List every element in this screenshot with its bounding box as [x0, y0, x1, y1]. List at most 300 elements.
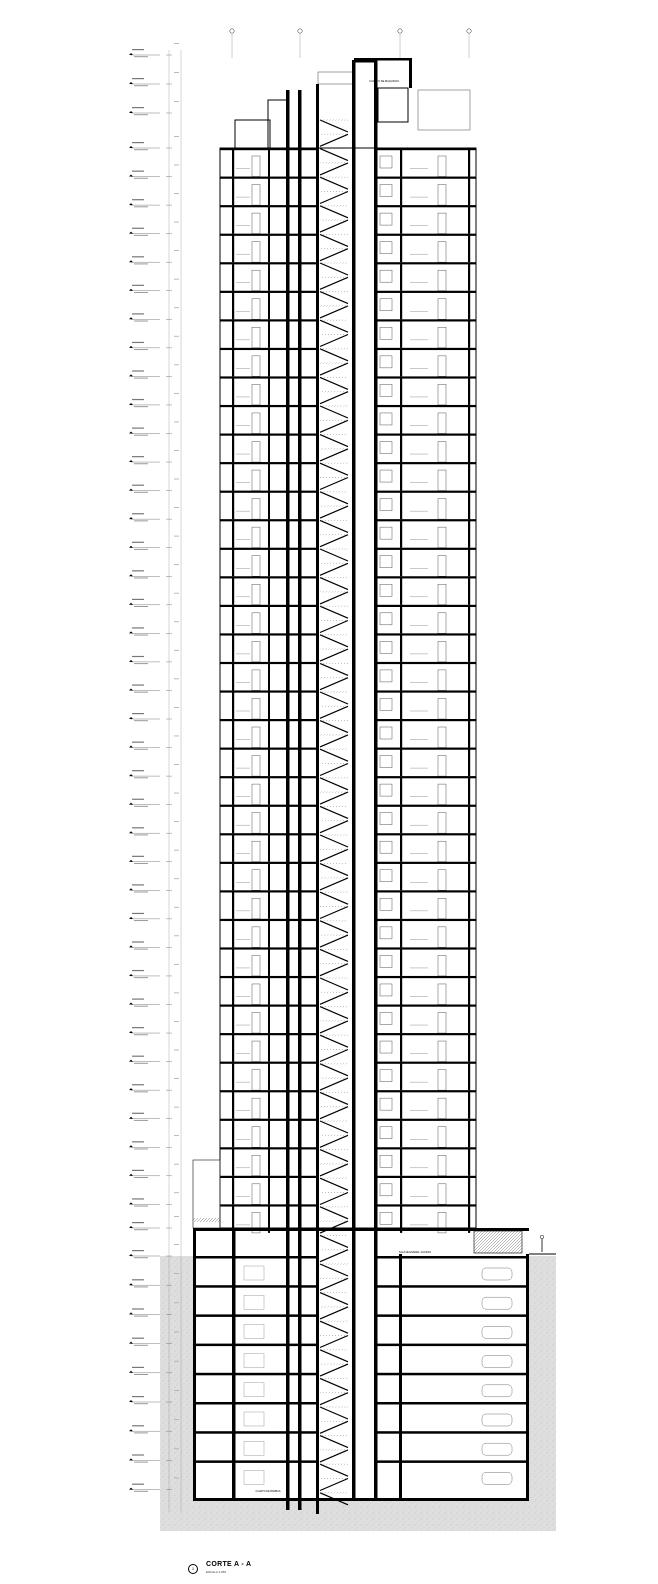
- partition-right: [400, 179, 402, 206]
- partition-right: [400, 1149, 402, 1176]
- floor-slab-right: [376, 862, 476, 864]
- partition-edge: [468, 835, 470, 862]
- partition-left: [232, 207, 234, 234]
- level-triangle: [129, 831, 133, 833]
- partition-edge: [468, 778, 470, 805]
- level-tag: [132, 941, 144, 942]
- floor-slab-right: [376, 919, 476, 921]
- level-elevation: [134, 1257, 148, 1258]
- partition-mid: [268, 436, 270, 463]
- stair-landing: [320, 1449, 348, 1450]
- level-elevation: [134, 1491, 148, 1492]
- floor-slab-left: [220, 548, 318, 550]
- partition-left: [232, 378, 234, 405]
- partition-left: [232, 807, 234, 834]
- ruler-dim: [174, 1302, 179, 1303]
- partition-edge: [468, 664, 470, 691]
- level-triangle: [129, 746, 133, 748]
- level-elevation: [134, 1316, 148, 1317]
- level-tag: [132, 713, 144, 714]
- stair-landing: [320, 1078, 348, 1079]
- level-triangle: [129, 53, 133, 55]
- stair-landing: [320, 1135, 348, 1136]
- level-triangle: [129, 460, 133, 462]
- entry-slab: [193, 1218, 220, 1222]
- partition-edge: [468, 1149, 470, 1176]
- partition-mid: [268, 378, 270, 405]
- partition-right: [400, 436, 402, 463]
- level-elevation: [134, 85, 148, 86]
- partition-mid: [268, 236, 270, 263]
- human-figure-head: [540, 1235, 544, 1239]
- level-tag: [132, 999, 144, 1000]
- partition-left: [232, 436, 234, 463]
- ruler-dim: [174, 250, 179, 251]
- level-triangle: [129, 517, 133, 519]
- partition-left: [232, 321, 234, 348]
- basement-slab-left: [196, 1431, 318, 1434]
- partition-mid: [268, 978, 270, 1005]
- stair-landing: [320, 491, 348, 492]
- floor-slab-right: [376, 434, 476, 436]
- partition-edge: [468, 1178, 470, 1205]
- floor-slab-left: [220, 1090, 318, 1092]
- partition-left: [232, 1178, 234, 1205]
- level-tag: [132, 370, 144, 371]
- level-triangle: [129, 289, 133, 291]
- floor-slab-left: [220, 234, 318, 236]
- partition-left: [232, 1092, 234, 1119]
- level-triangle: [129, 1174, 133, 1176]
- partition-edge: [468, 493, 470, 520]
- level-tag: [132, 1367, 144, 1368]
- ruler-dim: [174, 1244, 179, 1245]
- level-tag: [132, 970, 144, 971]
- partition-edge: [468, 350, 470, 377]
- stair-landing: [320, 1364, 348, 1365]
- partition-right: [400, 1007, 402, 1034]
- stair-landing: [320, 1264, 348, 1265]
- level-triangle: [129, 860, 133, 862]
- floor-slab-right: [376, 548, 476, 550]
- partition-edge: [468, 1064, 470, 1091]
- stair-landing: [320, 334, 348, 335]
- partition-mid: [268, 1064, 270, 1091]
- partition-edge: [468, 1035, 470, 1062]
- level-elevation: [134, 892, 148, 893]
- level-elevation: [134, 1229, 148, 1230]
- partition-mid: [268, 664, 270, 691]
- level-tag: [132, 1222, 144, 1223]
- level-triangle: [129, 1145, 133, 1147]
- partition-mid: [268, 464, 270, 491]
- level-elevation: [134, 949, 148, 950]
- stair-landing: [320, 120, 348, 121]
- floor-slab-left: [220, 319, 318, 321]
- partition-right: [400, 378, 402, 405]
- partition-edge: [468, 264, 470, 291]
- ruler-dim: [174, 1078, 179, 1079]
- level-triangle: [129, 1488, 133, 1490]
- stair-landing: [320, 205, 348, 206]
- drawing-scale: ESCALA 1:250: [206, 1570, 227, 1574]
- level-elevation: [134, 806, 148, 807]
- stair-landing: [320, 906, 348, 907]
- partition-right: [400, 493, 402, 520]
- partition-left: [232, 550, 234, 577]
- floor-slab-right: [376, 405, 476, 407]
- floor-slab-right: [376, 690, 476, 692]
- floor-slab-left: [220, 833, 318, 835]
- partition-mid: [268, 207, 270, 234]
- level-triangle: [129, 1031, 133, 1033]
- partition-right: [400, 293, 402, 320]
- ruler-dim: [174, 821, 179, 822]
- ground-slab: [193, 1228, 529, 1231]
- floor-slab-right: [376, 662, 476, 664]
- partition-edge: [468, 807, 470, 834]
- basement-slab-right: [376, 1344, 526, 1347]
- ruler-dim: [174, 193, 179, 194]
- ruler-dim: [174, 764, 179, 765]
- stair-landing: [320, 1221, 348, 1222]
- floor-slab-left: [220, 633, 318, 635]
- stair-landing: [320, 877, 348, 878]
- stair-landing: [320, 1206, 348, 1207]
- floor-slab-right: [376, 319, 476, 321]
- partition-edge: [468, 949, 470, 976]
- tower-envelope: [220, 148, 476, 1228]
- drawing-title: CORTE A - A: [206, 1561, 252, 1568]
- level-tag: [132, 199, 144, 200]
- partition-right: [400, 350, 402, 377]
- excavation-right: [383, 1254, 529, 1500]
- level-tag: [132, 1250, 144, 1251]
- ruler-dim: [174, 650, 179, 651]
- floor-slab-right: [376, 291, 476, 293]
- stair-landing: [320, 591, 348, 592]
- partition-left: [232, 978, 234, 1005]
- floor-slab-right: [376, 1204, 476, 1206]
- stair-landing: [320, 1020, 348, 1021]
- partition-mid: [268, 892, 270, 919]
- floor-slab-left: [220, 805, 318, 807]
- stair-landing: [320, 263, 348, 264]
- partition-left: [232, 1121, 234, 1148]
- floor-slab-left: [220, 1204, 318, 1206]
- ruler-dim: [174, 793, 179, 794]
- floor-slab-right: [376, 947, 476, 949]
- level-tag: [132, 656, 144, 657]
- level-tag: [132, 1484, 144, 1485]
- level-tag: [132, 485, 144, 486]
- stair-landing: [320, 1178, 348, 1179]
- floor-slab-left: [220, 1062, 318, 1064]
- basement-slab-left: [196, 1460, 318, 1463]
- partition-mid: [268, 550, 270, 577]
- level-tag: [132, 827, 144, 828]
- level-tag: [132, 456, 144, 457]
- partition-right: [400, 321, 402, 348]
- level-elevation: [134, 149, 148, 150]
- partition-right: [400, 150, 402, 177]
- partition-edge: [468, 921, 470, 948]
- floor-slab-left: [220, 1005, 318, 1007]
- ruler-dim: [174, 993, 179, 994]
- level-tag: [132, 1141, 144, 1142]
- floor-slab-right: [376, 890, 476, 892]
- stair-landing: [320, 448, 348, 449]
- level-triangle: [129, 546, 133, 548]
- stair-landing: [320, 677, 348, 678]
- ruler-dim: [174, 678, 179, 679]
- partition-mid: [268, 179, 270, 206]
- partition-left: [232, 350, 234, 377]
- level-triangle: [129, 146, 133, 148]
- floor-slab-left: [220, 1147, 318, 1149]
- stair-landing: [320, 763, 348, 764]
- stair-landing: [320, 734, 348, 735]
- level-tag: [132, 1084, 144, 1085]
- level-tag: [132, 1198, 144, 1199]
- retaining-wall-right: [526, 1254, 529, 1500]
- floor-slab-left: [220, 177, 318, 179]
- stair-landing: [320, 777, 348, 778]
- stair-landing: [320, 634, 348, 635]
- stair-landing: [320, 506, 348, 507]
- stair-landing: [320, 1292, 348, 1293]
- core-wall: [316, 84, 319, 1514]
- partition-left: [232, 750, 234, 777]
- level-triangle: [129, 603, 133, 605]
- stair-landing: [320, 434, 348, 435]
- floor-slab-right: [376, 205, 476, 207]
- partition-mid: [268, 578, 270, 605]
- stair-landing: [320, 1392, 348, 1393]
- partition-right: [400, 1121, 402, 1148]
- level-triangle: [129, 346, 133, 348]
- partition-mid: [268, 150, 270, 177]
- floor-slab-right: [376, 491, 476, 493]
- floor-slab-right: [376, 1090, 476, 1092]
- floor-slab-left: [220, 405, 318, 407]
- ruler-dim: [174, 1164, 179, 1165]
- basement-slab-right: [376, 1431, 526, 1434]
- basement-slab-right: [376, 1314, 526, 1317]
- partition-left: [232, 236, 234, 263]
- level-triangle: [129, 774, 133, 776]
- ruler-dim: [174, 101, 179, 102]
- stair-landing: [320, 1192, 348, 1193]
- level-tag: [132, 513, 144, 514]
- floor-slab-right: [376, 833, 476, 835]
- level-tag: [132, 1056, 144, 1057]
- stair-landing: [320, 606, 348, 607]
- floor-slab-right: [376, 519, 476, 521]
- level-tag: [132, 1425, 144, 1426]
- level-tag: [132, 1396, 144, 1397]
- stair-landing: [320, 563, 348, 564]
- level-triangle: [129, 489, 133, 491]
- stair-landing: [320, 1378, 348, 1379]
- ruler-dim: [174, 1448, 179, 1449]
- level-triangle: [129, 1458, 133, 1460]
- partition-right: [400, 807, 402, 834]
- level-elevation: [134, 263, 148, 264]
- level-elevation: [134, 492, 148, 493]
- level-tag: [132, 684, 144, 685]
- partition-edge: [468, 635, 470, 662]
- partition-mid: [268, 692, 270, 719]
- ruler-dim: [174, 307, 179, 308]
- partition-left: [232, 521, 234, 548]
- partition-mid: [268, 807, 270, 834]
- level-triangle: [129, 1371, 133, 1373]
- section-number-marker: 1: [188, 1564, 198, 1574]
- floor-slab-left: [220, 462, 318, 464]
- machine-room-label: CUARTO DE MAQUINAS: [369, 80, 399, 83]
- stair-landing: [320, 1149, 348, 1150]
- level-tag: [132, 884, 144, 885]
- stair-landing: [320, 1464, 348, 1465]
- partition-mid: [268, 521, 270, 548]
- ruler-dim: [174, 1107, 179, 1108]
- level-triangle: [129, 82, 133, 84]
- level-tag: [132, 599, 144, 600]
- stair-landing: [320, 892, 348, 893]
- partition-mid: [268, 493, 270, 520]
- level-elevation: [134, 577, 148, 578]
- level-tag: [132, 428, 144, 429]
- partition-edge: [468, 692, 470, 719]
- stair-landing: [320, 177, 348, 178]
- level-triangle: [129, 688, 133, 690]
- stair-landing: [320, 1106, 348, 1107]
- basement-slab-left: [196, 1285, 318, 1288]
- stair-landing: [320, 1407, 348, 1408]
- ruler-dim: [174, 1419, 179, 1420]
- floor-slab-right: [376, 462, 476, 464]
- level-triangle: [129, 631, 133, 633]
- level-elevation: [134, 378, 148, 379]
- level-elevation: [134, 463, 148, 464]
- floor-slab-left: [220, 748, 318, 750]
- floor-slab-right: [376, 605, 476, 607]
- ruler-dim: [174, 1361, 179, 1362]
- floor-slab-right: [376, 262, 476, 264]
- level-elevation: [134, 206, 148, 207]
- ruler-dim: [174, 165, 179, 166]
- level-tag: [132, 627, 144, 628]
- level-elevation: [134, 349, 148, 350]
- ramp-feature: [474, 1231, 522, 1253]
- stair-landing: [320, 162, 348, 163]
- grid-bubble: [467, 29, 471, 33]
- stair-landing: [320, 1063, 348, 1064]
- ruler-dim: [174, 393, 179, 394]
- level-tag: [132, 285, 144, 286]
- level-elevation: [134, 1403, 148, 1404]
- partition-left: [232, 778, 234, 805]
- floor-slab-left: [220, 662, 318, 664]
- partition-edge: [468, 1092, 470, 1119]
- stair-landing: [320, 1306, 348, 1307]
- level-elevation: [134, 1432, 148, 1433]
- partition-edge: [468, 750, 470, 777]
- stair-landing: [320, 277, 348, 278]
- level-elevation: [134, 178, 148, 179]
- ruler-dim: [174, 1050, 179, 1051]
- level-triangle: [129, 717, 133, 719]
- ruler-dim: [174, 621, 179, 622]
- ruler-dim: [174, 450, 179, 451]
- ruler-dim: [174, 136, 179, 137]
- partition-mid: [268, 921, 270, 948]
- floor-slab-left: [220, 976, 318, 978]
- retaining-wall-left: [193, 1231, 196, 1500]
- ruler-dim: [174, 72, 179, 73]
- level-elevation: [134, 720, 148, 721]
- level-triangle: [129, 374, 133, 376]
- drawing-title-block: [188, 1561, 308, 1577]
- partition-edge: [468, 436, 470, 463]
- level-elevation: [134, 56, 148, 57]
- floor-slab-left: [220, 348, 318, 350]
- partition-right: [400, 521, 402, 548]
- ruler-dim: [174, 222, 179, 223]
- partition-left: [232, 407, 234, 434]
- partition-right: [400, 864, 402, 891]
- level-triangle: [129, 1088, 133, 1090]
- level-elevation: [134, 1345, 148, 1346]
- ruler-dim: [174, 1273, 179, 1274]
- stair-landing: [320, 348, 348, 349]
- floor-slab-right: [376, 376, 476, 378]
- floor-slab-right: [376, 1147, 476, 1149]
- stair-landing: [320, 692, 348, 693]
- level-elevation: [134, 606, 148, 607]
- partition-right: [400, 407, 402, 434]
- stair-landing: [320, 1006, 348, 1007]
- floor-slab-right: [376, 234, 476, 236]
- stair-landing: [320, 148, 348, 149]
- level-elevation: [134, 663, 148, 664]
- partition-left: [232, 1007, 234, 1034]
- level-tag: [132, 107, 144, 108]
- partition-right: [400, 835, 402, 862]
- partition-left: [232, 264, 234, 291]
- stair-landing: [320, 706, 348, 707]
- level-tag: [132, 742, 144, 743]
- partition-left: [232, 1035, 234, 1062]
- stair-landing: [320, 649, 348, 650]
- partition-left: [232, 578, 234, 605]
- partition-mid: [268, 635, 270, 662]
- partition-right: [400, 207, 402, 234]
- level-elevation: [134, 749, 148, 750]
- level-elevation: [134, 1120, 148, 1121]
- level-tag: [132, 171, 144, 172]
- core-wall: [286, 90, 290, 1510]
- level-triangle: [129, 317, 133, 319]
- partition-edge: [468, 578, 470, 605]
- partition-mid: [268, 835, 270, 862]
- partition-left: [232, 464, 234, 491]
- partition-mid: [268, 1092, 270, 1119]
- stair-landing: [320, 220, 348, 221]
- floor-slab-right: [376, 148, 476, 150]
- level-elevation: [134, 1206, 148, 1207]
